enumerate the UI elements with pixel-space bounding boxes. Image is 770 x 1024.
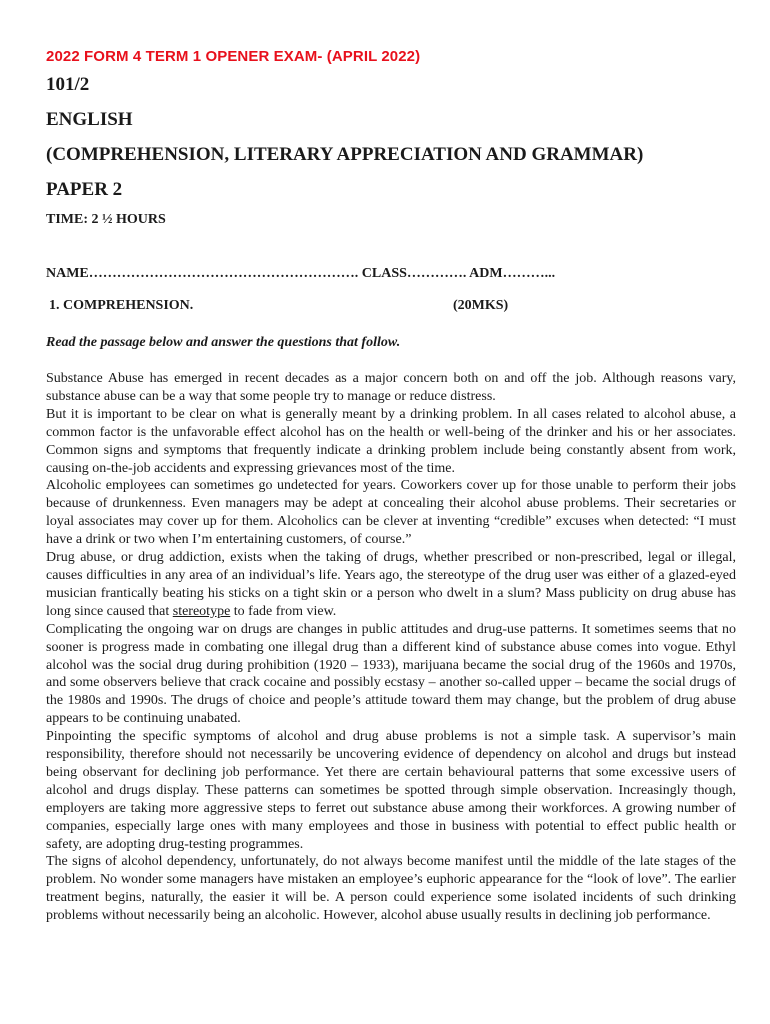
passage-paragraph: But it is important to be clear on what is generally meant by a drinking problem. In all cases related to alcohol abuse, a common factor is the unfavorable effect alcohol has on the health or well-being of the drinker and his or her associates. Common signs and symptoms that frequently indicate a drinking problem include being constantly absent from work, causing on-the-job accidents and expressing grievances most of the time. (46, 406, 736, 476)
section-header (46, 297, 736, 315)
section-instruction: Read the passage below and answer the questions that follow. (46, 335, 401, 350)
passage-paragraph: The signs of alcohol dependency, unfortunately, do not always become manifest until the middle of the late stages of the problem. No wonder some managers have mistaken an employee’s euphoric appearance for the “look of love”. The earlier treatment begins, naturally, the easier it will be. A person could experience some isolated incidents of such drinking problems without necessarily being an alcoholic. However, alcohol abuse usually results in declining job performance. (46, 854, 736, 924)
subject-heading: ENGLISH (46, 109, 133, 130)
paper-code: 101/2 (46, 74, 90, 95)
paper-number: PAPER 2 (46, 179, 123, 200)
student-details-line: NAME…………………………………………………. CLASS…………. ADM………... (46, 266, 556, 281)
passage-paragraph: Substance Abuse has emerged in recent decades as a major concern both on and off the job. Although reasons vary, substance abuse can be a way that some people try to manage or reduce distress. (46, 371, 736, 404)
comprehension-passage (46, 370, 736, 925)
exam-time: TIME: 2 ½ HOURS (46, 212, 166, 227)
underlined-word: stereotype (172, 603, 231, 619)
subject-subtitle: (COMPREHENSION, LITERARY APPRECIATION AND GRAMMAR) (46, 144, 644, 165)
passage-paragraph: Complicating the ongoing war on drugs are changes in public attitudes and drug-use patterns. It sometimes seems that no sooner is progress made in combating one illegal drug than a different kind of substance abuse comes into vogue. Ethyl alcohol was the social drug during prohibition (1920 – 1933), marijuana became the social drug of the 1960s and 1970s, and some observers believe that crack cocaine and possibly ecstasy – another so-called upper – became the social drugs of the 1980s and 1990s. The drugs of choice and people’s attitude toward them may change, but the problem of drug abuse appears to be continuing unabated. (46, 621, 736, 727)
exam-page (46, 47, 736, 925)
passage-paragraph: Alcoholic employees can sometimes go undetected for years. Coworkers cover up for those unable to perform their jobs because of drunkenness. Even managers may be adept at concealing their alcohol abuse problems. Their secretaries or loyal associates may cover up for them. Alcoholics can be clever at inventing “credible” excuses when detected: “I must have a drink or two when I’m entertaining customers, of course.” (46, 478, 736, 548)
passage-paragraph (46, 549, 736, 621)
passage-paragraph: Pinpointing the specific symptoms of alcohol and drug abuse problems is not a simple task. A supervisor’s main responsibility, therefore should not necessarily be uncovering evidence of dependency on alcohol and drugs but instead being observant for declining job performance. Yet there are certain behavioural patterns that some excessive users of alcohol and drugs display. These patterns can sometimes be spotted through simple observation. Increasingly though, employers are taking more aggressive steps to ferret out substance abuse among their workforces. A growing number of companies, especially large ones with many employees and those in business with potential to effect public health or safety, are adopting drug-testing programmes. (46, 729, 736, 852)
section-marks: (20MKS) (453, 298, 509, 313)
passage-text: to fade from view. (230, 603, 337, 619)
exam-title: 2022 FORM 4 TERM 1 OPENER EXAM- (APRIL 2022) (46, 48, 421, 65)
passage-text: Drug abuse, or drug addiction, exists when the taking of drugs, whether prescribed or non-prescribed, legal or illegal, causes difficulties in any area of an individual’s life. Years ago, the stereotype of the drug user was either of a glazed-eyed musician frantically beating his sticks on a tight skin or a person who dwelt in a slum? Mass publicity on drug abuse has long since caused that (46, 550, 736, 619)
section-title: 1. COMPREHENSION. (49, 298, 194, 313)
